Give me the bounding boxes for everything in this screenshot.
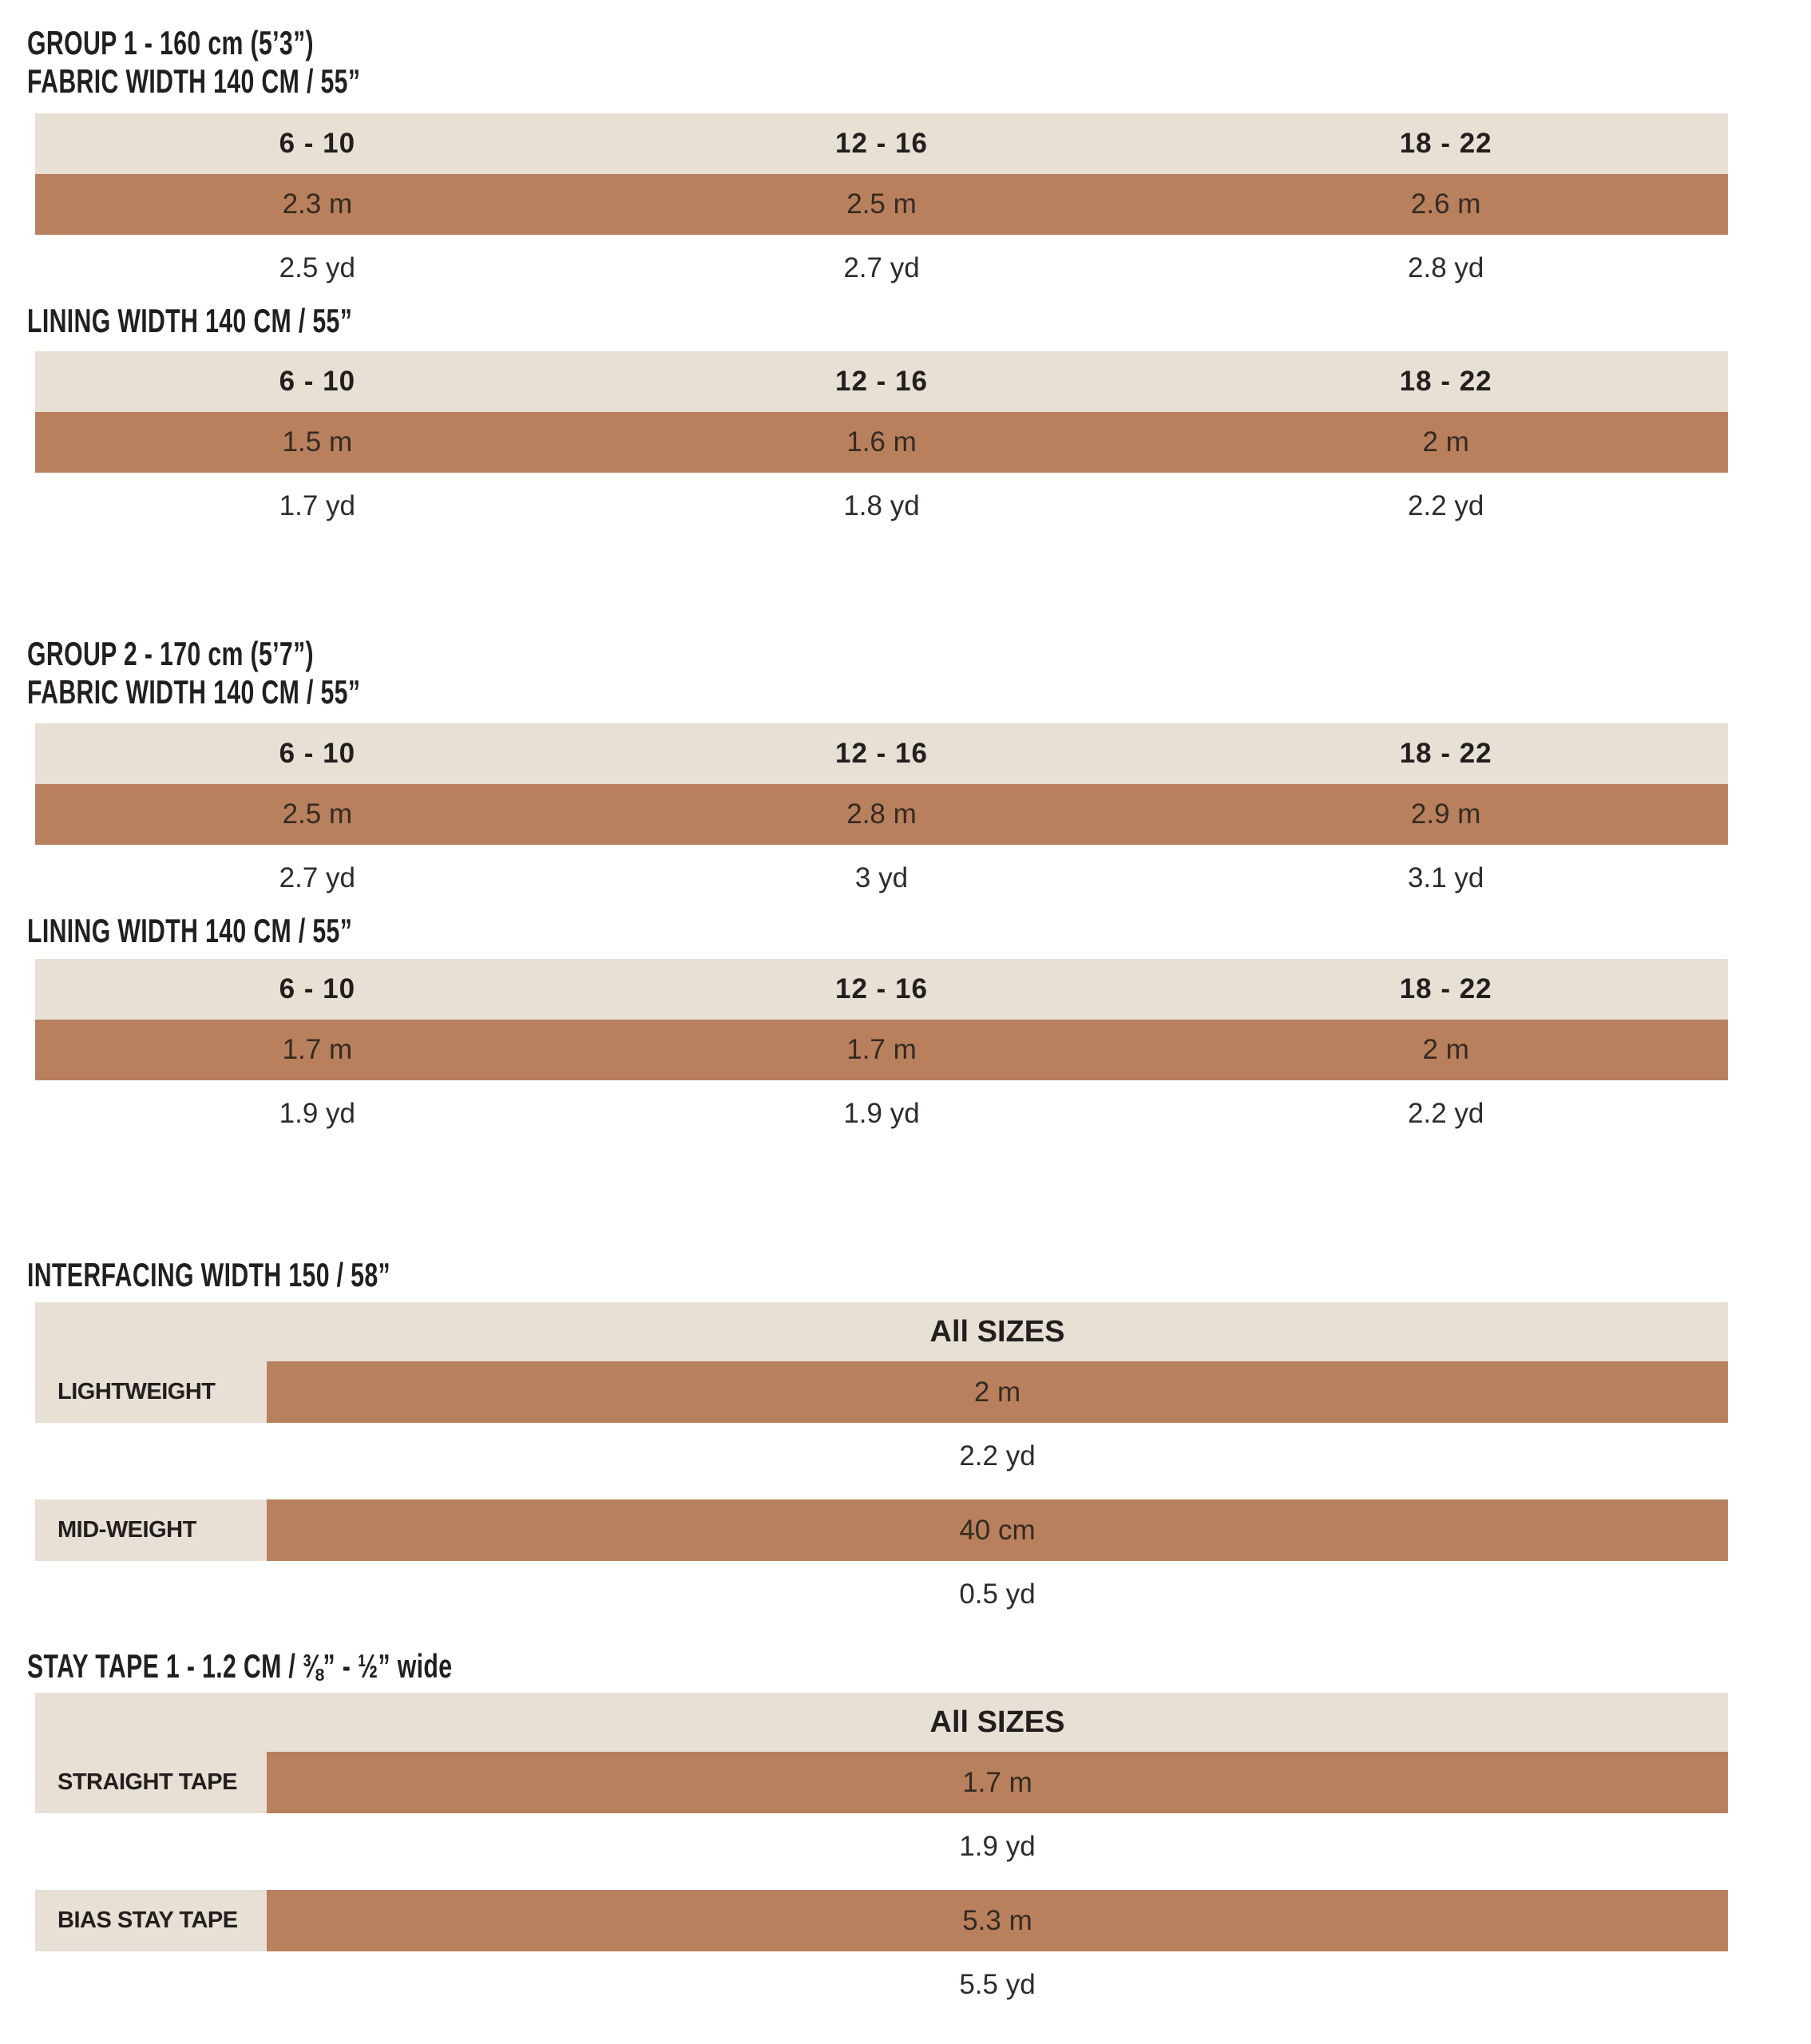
- size-range-header: 12 - 16: [835, 365, 928, 397]
- meters-value: 2 m: [1422, 1033, 1469, 1065]
- label-column-spacer: [35, 1423, 267, 1490]
- size-range-header: 18 - 22: [1399, 127, 1492, 159]
- yards-row: [35, 845, 1728, 912]
- group1-lining-title: LINING WIDTH 140 CM / 55”: [27, 301, 353, 339]
- row-label: MID-WEIGHT: [35, 1499, 267, 1561]
- group2-fabric-table: [35, 723, 1728, 912]
- yards-row: [35, 1080, 1728, 1147]
- yards-value: 1.9 yd: [279, 1097, 356, 1129]
- meters-value: 2 m: [1422, 426, 1469, 458]
- size-range-header: 12 - 16: [835, 738, 928, 770]
- label-column-spacer: [35, 1813, 267, 1880]
- interfacing-title: INTERFACING WIDTH 150 / 58”: [27, 1255, 390, 1293]
- size-range-header: 6 - 10: [279, 365, 356, 397]
- yards-row: [35, 1813, 1728, 1880]
- group2-lining-table: [35, 959, 1728, 1147]
- yards-value: 0.5 yd: [959, 1579, 1036, 1610]
- all-sizes-header: All SIZES: [929, 1705, 1065, 1739]
- meters-value: 2.6 m: [1410, 188, 1481, 220]
- interfacing-midweight-row: [35, 1499, 1728, 1561]
- group1-title: [27, 24, 1811, 101]
- yards-value: 2.8 yd: [1408, 252, 1484, 283]
- meters-row: [35, 1020, 1728, 1080]
- yards-value: 1.7 yd: [279, 489, 356, 521]
- size-header-row: [35, 959, 1728, 1020]
- group1-fabric-table: [35, 113, 1728, 302]
- group2-title-line2: FABRIC WIDTH 140 CM / 55”: [27, 673, 361, 711]
- yards-value: 3.1 yd: [1408, 862, 1484, 894]
- meters-value: 1.7 m: [282, 1033, 353, 1065]
- label-column-spacer: [35, 1693, 267, 1752]
- yards-value: 2.7 yd: [843, 252, 920, 283]
- yards-value: 1.8 yd: [843, 489, 920, 521]
- stay-tape-title: STAY TAPE 1 - 1.2 CM / ⅜” - ½” wide: [27, 1647, 453, 1686]
- group2-lining-title: LINING WIDTH 140 CM / 55”: [27, 912, 353, 950]
- yards-row: [35, 235, 1728, 302]
- label-column-spacer: [35, 1302, 267, 1361]
- meters-value: 40 cm: [267, 1499, 1728, 1561]
- group2-title: [27, 635, 1811, 712]
- stay-tape-table: [35, 1693, 1728, 2018]
- row-label: LIGHTWEIGHT: [35, 1361, 267, 1423]
- row-label: STRAIGHT TAPE: [35, 1752, 267, 1813]
- meters-row: [35, 174, 1728, 235]
- yards-row: [35, 1951, 1728, 2018]
- yards-row: [35, 1423, 1728, 1490]
- meters-value: 2.8 m: [846, 798, 917, 830]
- meters-value: 2.9 m: [1410, 798, 1481, 830]
- all-sizes-header: All SIZES: [929, 1314, 1065, 1349]
- straight-tape-row: [35, 1752, 1728, 1813]
- yards-value: 1.9 yd: [843, 1097, 920, 1129]
- label-column-spacer: [35, 1561, 267, 1628]
- size-range-header: 12 - 16: [835, 972, 928, 1004]
- meters-value: 2.3 m: [282, 188, 353, 220]
- meters-value: 1.6 m: [846, 426, 917, 458]
- yards-row: [35, 1561, 1728, 1628]
- size-range-header: 6 - 10: [279, 127, 356, 159]
- size-header-row: [35, 723, 1728, 784]
- interfacing-table: [35, 1302, 1728, 1628]
- meters-value: 1.5 m: [282, 426, 353, 458]
- meters-value: 1.7 m: [846, 1033, 917, 1065]
- group1-lining-table: [35, 351, 1728, 540]
- interfacing-lightweight-row: [35, 1361, 1728, 1423]
- size-header-row: [35, 113, 1728, 174]
- all-sizes-header-row: [35, 1302, 1728, 1361]
- group1-title-line1: GROUP 1 - 160 cm (5’3”): [27, 24, 314, 61]
- label-column-spacer: [35, 1951, 267, 2018]
- yards-value: 3 yd: [854, 862, 909, 894]
- yards-value: 2.2 yd: [1408, 1097, 1484, 1129]
- group1-title-line2: FABRIC WIDTH 140 CM / 55”: [27, 62, 361, 101]
- size-range-header: 18 - 22: [1399, 738, 1492, 770]
- yards-value: 2.7 yd: [279, 862, 356, 894]
- yards-value: 2.5 yd: [279, 252, 356, 283]
- meters-row: [35, 412, 1728, 473]
- bias-stay-tape-row: [35, 1890, 1728, 1951]
- all-sizes-header-row: [35, 1693, 1728, 1752]
- meters-value: 5.3 m: [267, 1890, 1728, 1951]
- size-range-header: 6 - 10: [279, 738, 356, 770]
- size-range-header: 12 - 16: [835, 127, 928, 159]
- yards-value: 2.2 yd: [959, 1440, 1036, 1472]
- size-range-header: 18 - 22: [1399, 365, 1492, 397]
- meters-value: 2.5 m: [282, 798, 353, 830]
- meters-value: 2 m: [267, 1361, 1728, 1423]
- size-header-row: [35, 351, 1728, 412]
- meters-row: [35, 784, 1728, 845]
- size-range-header: 6 - 10: [279, 972, 356, 1004]
- yards-row: [35, 473, 1728, 540]
- group2-title-line1: GROUP 2 - 170 cm (5’7”): [27, 634, 314, 672]
- yards-value: 5.5 yd: [959, 1969, 1036, 2001]
- meters-value: 2.5 m: [846, 188, 917, 220]
- row-label: BIAS STAY TAPE: [35, 1890, 267, 1951]
- size-range-header: 18 - 22: [1399, 972, 1492, 1004]
- meters-value: 1.7 m: [267, 1752, 1728, 1813]
- yards-value: 1.9 yd: [959, 1831, 1036, 1863]
- yards-value: 2.2 yd: [1408, 489, 1484, 521]
